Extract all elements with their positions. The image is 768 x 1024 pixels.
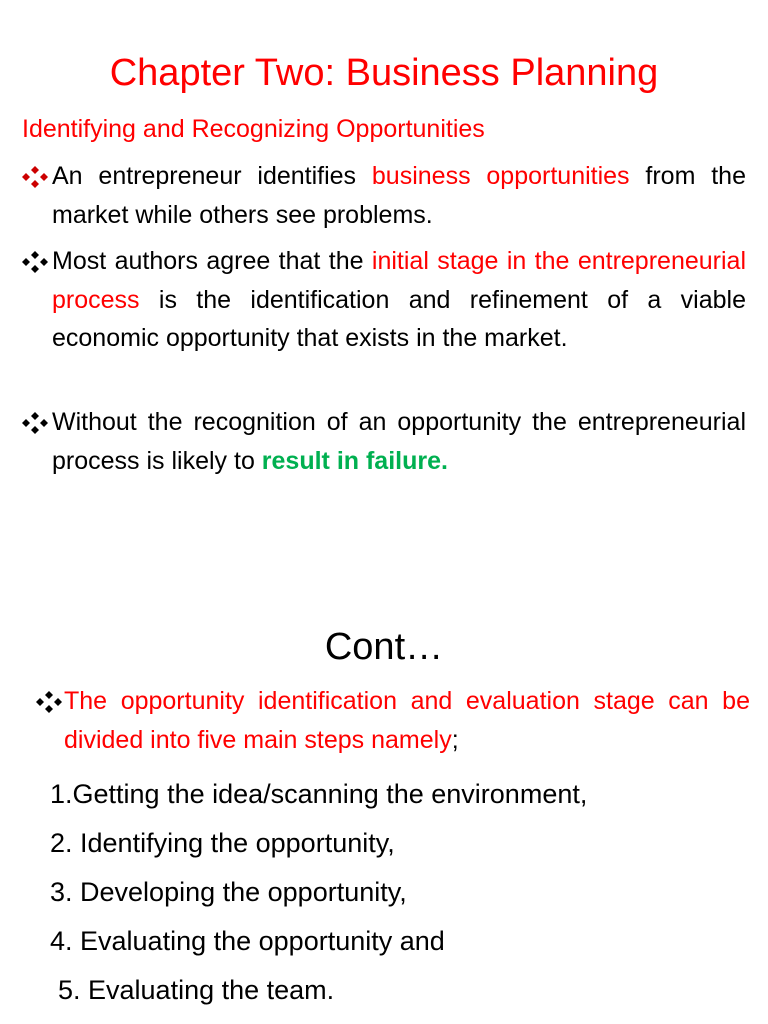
bullet-text	[22, 242, 746, 358]
bullet-text-plain: ;	[451, 725, 459, 754]
bullet-text-plain: Without the recognition of an opportunity the entrepreneurial process is likely to	[52, 408, 746, 475]
bullet-text-plain: is the identification and refinement of a viable economic opportunity that exists in the market.	[52, 285, 746, 352]
four-diamond-bullet-icon	[36, 691, 62, 713]
bullet-text	[22, 157, 746, 234]
bullet-text-plain: from the market while others see problems.	[52, 162, 746, 229]
list-item: 1.Getting the idea/scanning the environment,	[50, 779, 588, 809]
bullet-text	[22, 403, 746, 480]
list-item: 3. Developing the opportunity,	[50, 877, 407, 907]
slide-subtitle: Identifying and Recognizing Opportunities	[22, 115, 485, 143]
four-diamond-bullet-icon	[22, 166, 48, 188]
list-item: 5. Evaluating the team.	[58, 975, 335, 1005]
four-diamond-bullet-icon	[22, 251, 48, 273]
bullet-text-highlight: The opportunity identification and evaluation stage can be divided into five main steps namely	[64, 687, 750, 754]
bullet-text-highlight-green: result in failure.	[261, 446, 448, 475]
bullet-text-plain: An entrepreneur identifies	[52, 162, 372, 190]
slide-title: Chapter Two: Business Planning	[109, 52, 659, 94]
bullet-text-highlight: business opportunities	[371, 162, 630, 190]
bullet-text	[36, 682, 750, 759]
slide-title: Cont…	[324, 626, 444, 668]
steps-list	[50, 770, 587, 1015]
four-diamond-bullet-icon	[22, 412, 48, 434]
bullet-text-plain: Most authors agree that the	[52, 247, 372, 275]
bullet-item	[22, 403, 746, 480]
bullet-item	[22, 157, 746, 234]
list-item: 2. Identifying the opportunity,	[50, 828, 395, 858]
list-item: 4. Evaluating the opportunity and	[50, 926, 445, 956]
slide-2	[0, 600, 768, 1024]
bullet-item	[22, 242, 746, 358]
bullet-text-highlight: initial stage in the entrepreneurial process	[52, 247, 746, 314]
bullet-item	[36, 682, 750, 759]
